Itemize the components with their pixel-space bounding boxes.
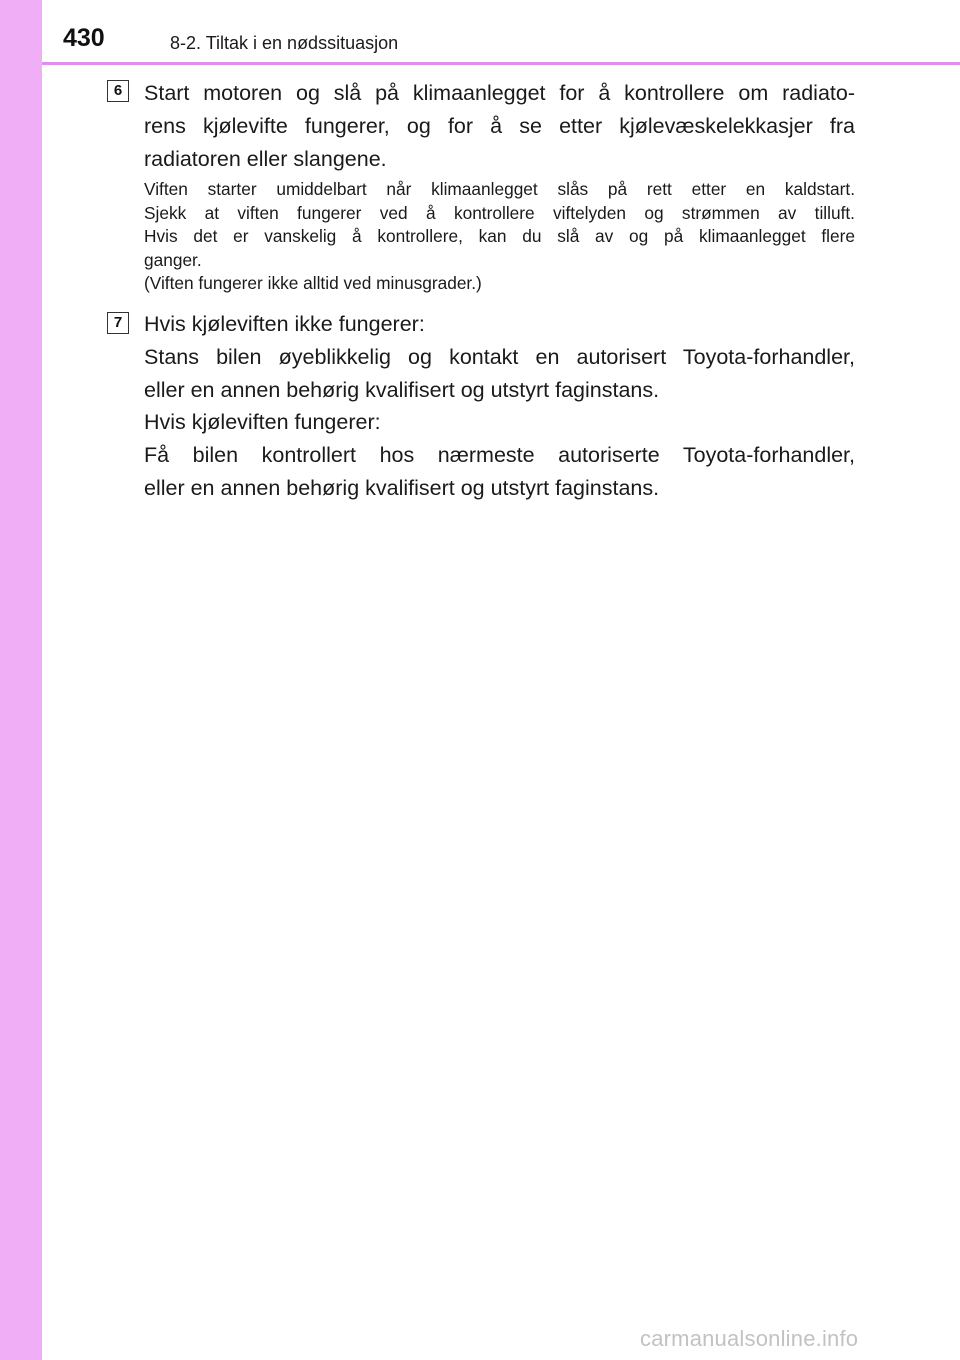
- step-6-line-1: Start motoren og slå på klimaanlegget for å kontrollere om radiato-: [144, 81, 855, 105]
- working-heading: Hvis kjøleviften fungerer:: [144, 410, 381, 434]
- not-working-heading: Hvis kjøleviften ikke fungerer:: [144, 312, 425, 336]
- note-line-2: Sjekk at viften fungerer ved å kontrollere viftelyden og strømmen av tilluft.: [144, 202, 855, 223]
- section-title: 8-2. Tiltak i en nødssituasjon: [170, 33, 399, 53]
- not-working-line-1: Stans bilen øyeblikkelig og kontakt en autorisert Toyota-forhandler,: [144, 345, 855, 369]
- note-line-5: (Viften fungerer ikke alltid ved minusgrader.): [144, 273, 482, 293]
- step-6-note: [144, 178, 855, 296]
- side-color-band: [0, 0, 42, 1360]
- note-line-4: ganger.: [144, 249, 202, 270]
- not-working-line-2: eller en annen behørig kvalifisert og utstyrt faginstans.: [144, 378, 660, 402]
- working-line-1: Få bilen kontrollert hos nærmeste autoriserte Toyota-forhandler,: [144, 443, 855, 467]
- step-6-line-2: rens kjølevifte fungerer, og for å se etter kjølevæskelekkasjer fra: [144, 114, 855, 138]
- note-line-3: Hvis det er vanskelig å kontrollere, kan du slå av og på klimaanlegget flere: [144, 226, 855, 246]
- step-6-instruction: [144, 77, 855, 176]
- watermark-text: carmanualsonline.info: [640, 1326, 859, 1351]
- page-number: 430: [63, 24, 105, 52]
- step-6-badge: 6: [107, 80, 129, 102]
- step-7-not-working: [144, 308, 855, 407]
- step-7-badge: 7: [107, 312, 129, 334]
- note-line-1: Viften starter umiddelbart når klimaanlegget slås på rett etter en kaldstart.: [144, 179, 855, 199]
- step-6-line-3: radiatoren eller slangene.: [144, 147, 387, 171]
- working-line-2: eller en annen behørig kvalifisert og utstyrt faginstans.: [144, 476, 660, 500]
- header-rule: [42, 62, 960, 65]
- step-7-working: [144, 406, 855, 505]
